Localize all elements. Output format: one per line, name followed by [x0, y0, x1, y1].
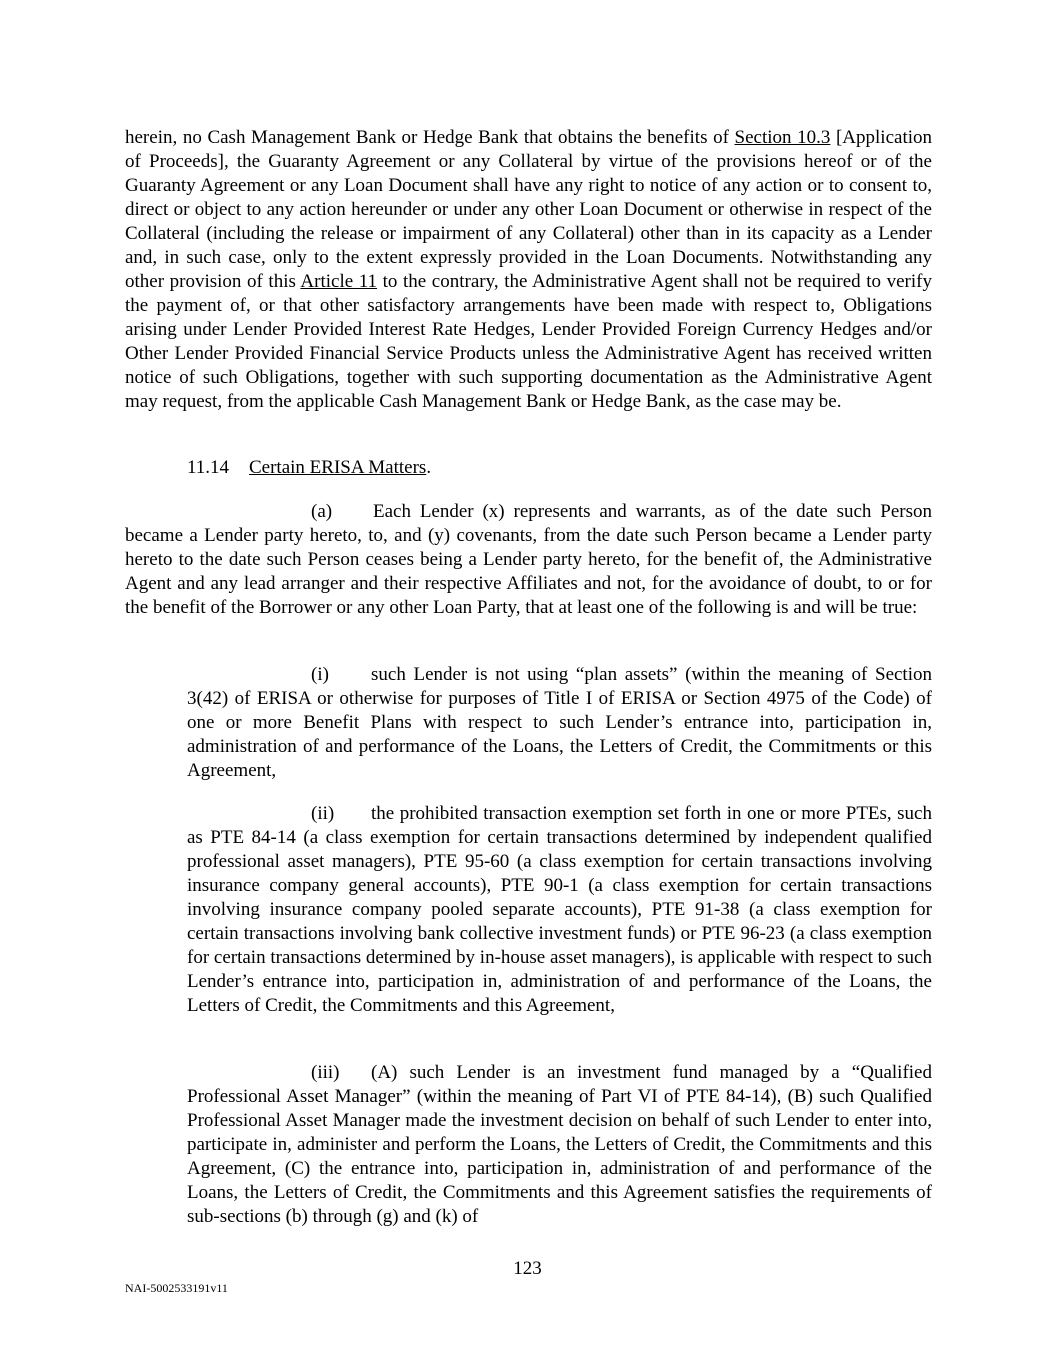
article-reference: Article 11 [300, 271, 378, 292]
clause-label: (iii) [311, 1062, 340, 1083]
clause-label: (i) [311, 664, 329, 685]
clause-text: (A) such Lender is an investment fund managed by a “Qualified Professional Asset Manager” (within the meaning of Part VI of PTE 84-14), (B) such Qualified Professional Asset Manager made the investment decision on behalf of such Lender to enter into, participate in, administer and perform the Loans, the Letters of Credit, the Commitments and this Agreement, (C) the entrance into, participation in, administration of and performance of the Loans, the Letters of Credit, the Commitments and this Agreement satisfies the requirements of sub-sections (b) through (g) and (k) of [187, 1062, 932, 1227]
paragraph-continuation [125, 126, 932, 414]
section-number: 11.14 [187, 457, 230, 478]
paragraph-text: herein, no Cash Management Bank or Hedge Bank that obtains the benefits of [125, 127, 735, 148]
document-id: NAI-5002533191v11 [125, 1281, 228, 1295]
clause-text: such Lender is not using “plan assets” (within the meaning of Section 3(42) of ERISA or otherwise for purposes of Title I of ERISA or Section 4975 of the Code) of one or more Benefit Plans with respect to such Lender’s entrance into, participation in, administration of and performance of the Loans, the Letters of Credit, the Commitments or this Agreement, [187, 664, 932, 781]
paragraph-text: [Application of Proceeds], the Guaranty Agreement or any Collateral by virtue of the provisions hereof or of the Guaranty Agreement or any Loan Document shall have any right to notice of any action or to consent to, direct or object to any action hereunder or under any other Loan Document or otherwise in respect of the Collateral (including the release or impairment of any Collateral) other than in its capacity as a Lender and, in such case, only to the extent expressly provided in the Loan Documents. Notwithstanding any other provision of this [125, 127, 933, 292]
clause-text: the prohibited transaction exemption set forth in one or more PTEs, such as PTE 84-14 (a class exemption for certain transactions determined by independent qualified professional asset managers), PTE 95-60 (a class exemption for certain transactions involving insurance company general accounts), PTE 90-1 (a class exemption for certain transactions involving insurance company pooled separate accounts), PTE 91-38 (a class exemption for certain transactions involving bank collective investment funds) or PTE 96-23 (a class exemption for certain transactions determined by in-house asset managers), is applicable with respect to such Lender’s entrance into, participation in, administration of and performance of the Loans, the Letters of Credit, the Commitments and this Agreement, [187, 803, 932, 1016]
clause-text: Each Lender (x) represents and warrants, as of the date such Person became a Lender party hereto, to, and (y) covenants, from the date such Person became a Lender party hereto to the date such Person ceases being a Lender party hereto, for the benefit of, the Administrative Agent and any lead arranger and their respective Affiliates and not, for the avoidance of doubt, to or for the benefit of the Borrower or any other Loan Party, that at least one of the following is and will be true: [125, 501, 932, 618]
section-reference: Section 10.3 [734, 127, 831, 148]
clause-i [187, 663, 932, 783]
clause-iii [187, 1061, 932, 1229]
section-heading [187, 456, 431, 480]
section-title: Certain ERISA Matters [249, 457, 427, 478]
section-title-period: . [426, 457, 432, 478]
clause-a [125, 500, 932, 620]
clause-label: (a) [311, 501, 333, 522]
clause-ii [187, 802, 932, 1018]
clause-label: (ii) [311, 803, 335, 824]
page-number: 123 [513, 1258, 542, 1279]
paragraph-text: to the contrary, the Administrative Agent shall not be required to verify the payment of, or that other satisfactory arrangements have been made with respect to, Obligations arising under Lender Provided Interest Rate Hedges, Lender Provided Foreign Currency Hedges and/or Other Lender Provided Financial Service Products unless the Administrative Agent has received written notice of such Obligations, together with such supporting documentation as the Administrative Agent may request, from the applicable Cash Management Bank or Hedge Bank, as the case may be. [125, 271, 932, 412]
